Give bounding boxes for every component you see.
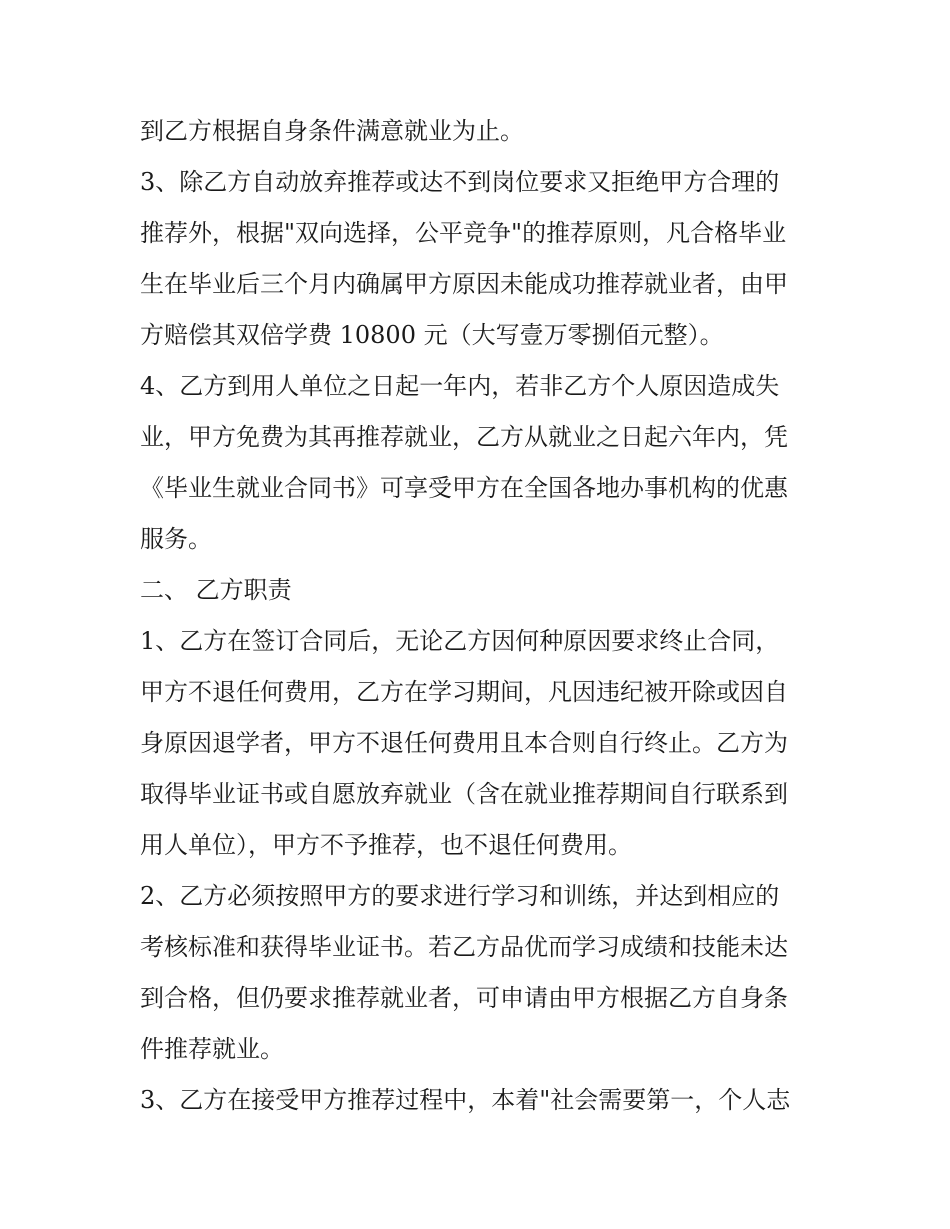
text-line: 2、乙方必须按照甲方的要求进行学习和训练，并达到相应的 [140, 882, 780, 910]
text-line: 1、乙方在签订合同后，无论乙方因何种原因要求终止合同， [140, 627, 780, 655]
text-line: 3、乙方在接受甲方推荐过程中，本着"社会需要第一，个人志 [140, 1086, 791, 1114]
section-heading: 二、 乙方职责 [140, 576, 292, 604]
text-line: 服务。 [140, 525, 212, 553]
text-line: 件推荐就业。 [140, 1035, 284, 1063]
text-line: 甲方不退任何费用，乙方在学习期间，凡因违纪被开除或因自 [140, 678, 788, 706]
text-line: 业，甲方免费为其再推荐就业，乙方从就业之日起六年内，凭 [140, 423, 788, 451]
text-line: 身原因退学者，甲方不退任何费用且本合则自行终止。乙方为 [140, 729, 788, 757]
text-line: 方赔偿其双倍学费 10800 元（大写壹万零捌佰元整）。 [140, 321, 724, 349]
text-line: 生在毕业后三个月内确属甲方原因未能成功推荐就业者，由甲 [140, 270, 788, 298]
text-line: 到合格，但仍要求推荐就业者，可申请由甲方根据乙方自身条 [140, 984, 788, 1012]
text-line: 取得毕业证书或自愿放弃就业（含在就业推荐期间自行联系到 [140, 780, 788, 808]
document-body [140, 106, 820, 1126]
text-line: 用人单位），甲方不予推荐，也不退任何费用。 [140, 831, 632, 859]
text-line: 到乙方根据自身条件满意就业为止。 [140, 117, 524, 145]
text-line: 推荐外，根据"双向选择，公平竞争"的推荐原则，凡合格毕业 [140, 219, 787, 247]
text-line: 《毕业生就业合同书》可享受甲方在全国各地办事机构的优惠 [140, 474, 788, 502]
text-line: 3、除乙方自动放弃推荐或达不到岗位要求又拒绝甲方合理的 [140, 168, 780, 196]
text-line: 考核标准和获得毕业证书。若乙方品优而学习成绩和技能未达 [140, 933, 788, 961]
text-line: 4、乙方到用人单位之日起一年内，若非乙方个人原因造成失 [140, 372, 780, 400]
